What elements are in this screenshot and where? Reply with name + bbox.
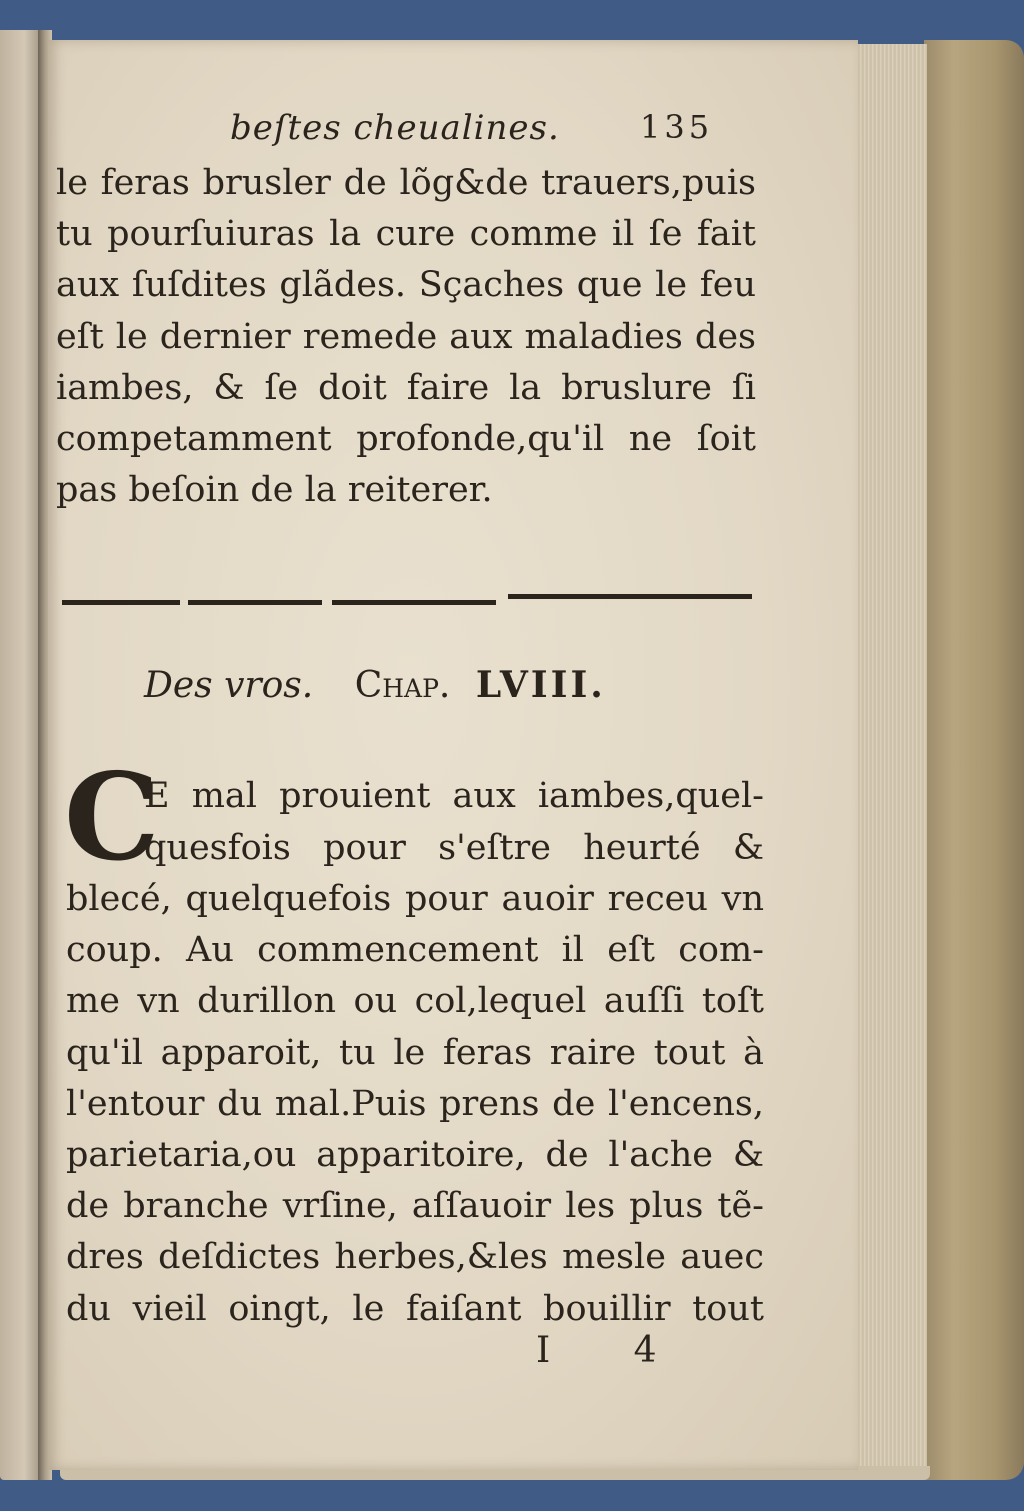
signature-mark: I 4 — [536, 1330, 693, 1371]
text-line: eſt le dernier remede aux maladies des — [56, 316, 756, 357]
text-line: du vieil oingt, le faiſant bouillir tout — [66, 1288, 764, 1329]
text-line: E mal prouient aux iambes,quel- — [144, 776, 764, 816]
text-line: tu pourſuiuras la cure comme il ſe fait — [56, 214, 756, 255]
chapter-label: Chap. — [354, 665, 451, 706]
top-paragraph — [56, 158, 756, 516]
drop-cap: C — [64, 747, 160, 888]
text-line: competamment profonde,qu'il ne ſoit — [56, 419, 756, 460]
chapter-paragraph — [66, 874, 764, 1335]
page-edges-stack — [856, 44, 927, 1470]
text-line: me vn durillon ou col,lequel auſſi toſt — [66, 981, 764, 1022]
text-line: blecé, quelquefois pour auoir receu vn — [66, 879, 764, 919]
ornamental-rule-segment — [62, 600, 180, 605]
text-line: coup. Au commencement il eſt com- — [66, 930, 764, 971]
text-line: pas beſoin de la reiterer. — [56, 470, 493, 511]
text-line: de branche vrſine, aſſauoir les plus tẽ- — [66, 1186, 764, 1227]
chapter-number: LVIII. — [475, 664, 606, 706]
drop-cap-lines — [144, 770, 764, 874]
text-line: le feras brusler de lõg&de trauers,puis — [56, 163, 756, 203]
text-line: iambes, & ſe doit faire la bruslure ſi — [56, 367, 756, 408]
ornamental-rule-segment — [188, 600, 322, 605]
text-line: quesfois pour s'eſtre heurté & — [144, 828, 764, 868]
chapter-title: Des vros. — [144, 665, 314, 706]
text-line: parietaria,ou apparitoire, de l'ache & — [66, 1135, 764, 1176]
text-line: l'entour du mal.Puis prens de l'encens, — [66, 1083, 764, 1124]
ornamental-rule-segment — [332, 600, 496, 605]
ornamental-rule-segment — [508, 594, 752, 599]
chapter-heading — [144, 664, 606, 706]
text-line: aux ſuſdites glãdes. Sçaches que le feu — [56, 265, 756, 306]
page-number: 135 — [640, 108, 714, 146]
book-page — [48, 40, 858, 1470]
text-line: qu'il apparoit, tu le feras raire tout à — [66, 1032, 764, 1073]
text-line: dres deſdictes herbes,&les mesle auec — [66, 1237, 764, 1278]
running-head: beſtes cheualines. — [230, 108, 560, 148]
book-binding — [924, 40, 1024, 1480]
